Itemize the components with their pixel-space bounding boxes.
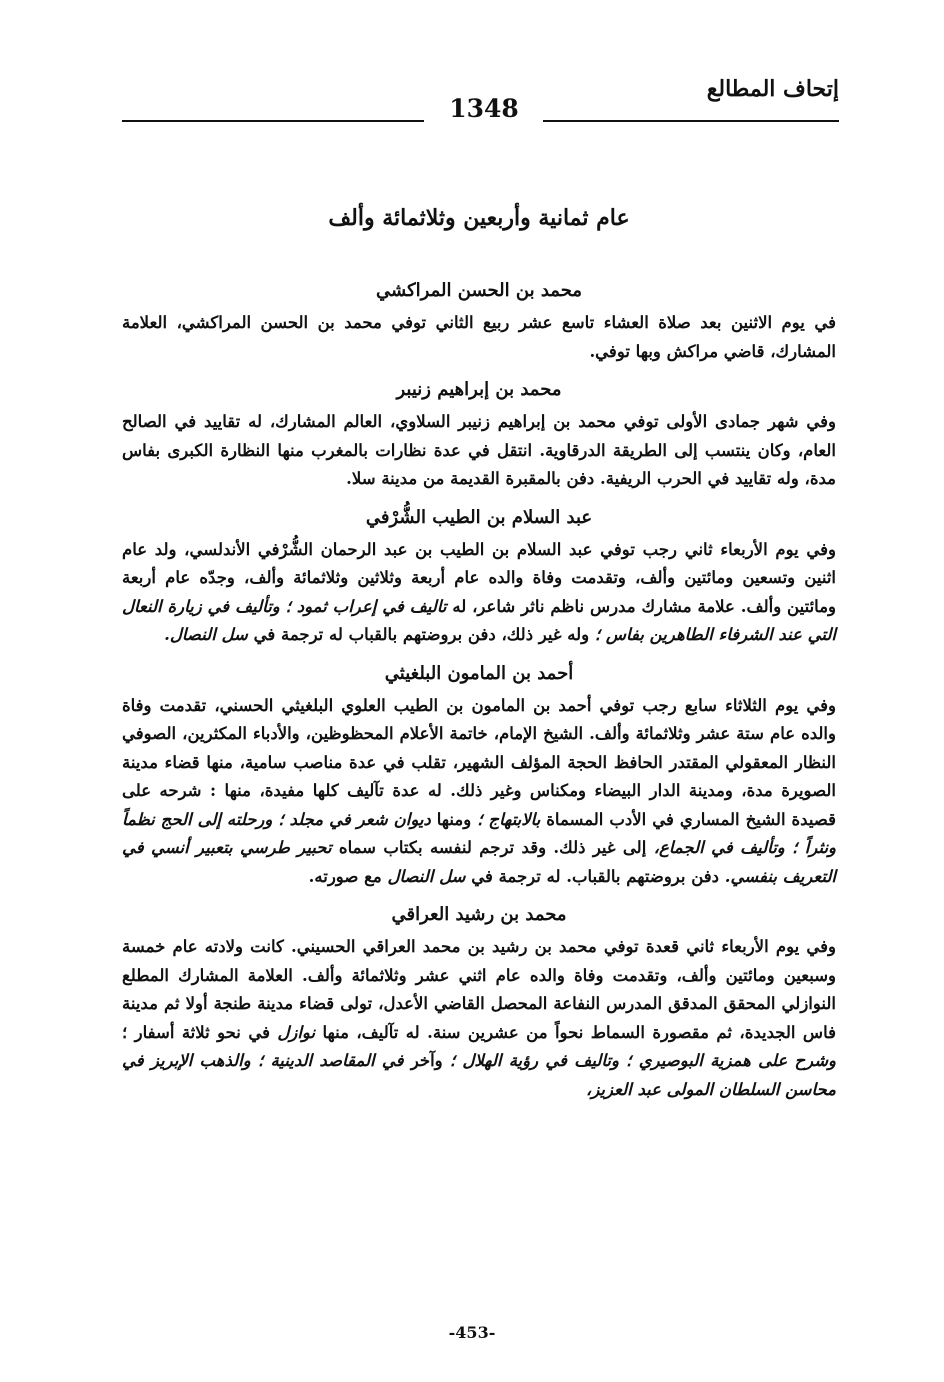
year-title: عام ثمانية وأربعين وثلاثمائة وألف [328,205,630,231]
entry-mohamed-zniber [122,376,836,494]
running-title: إتحاف المطالع [706,76,839,102]
header-rule-right [543,120,839,122]
page-content [122,205,836,1104]
book-title: تحبير طرسي بتعبير أنسي في التعريف بنفسي. [122,838,836,886]
entry-mohamed-iraqi [122,901,836,1104]
header-rule-left [122,120,424,122]
year-number: 1348 [449,94,519,123]
biography-text: وآخر [410,1051,443,1070]
person-name: محمد بن إبراهيم زنيبر [396,379,562,400]
biography [122,536,836,650]
book-titles: وشرح على همزية البوصيري ؛ وتاليف في رؤية الهلال ؛ [449,1051,836,1070]
entry-abdesselam-shurfi [122,504,836,650]
book-titles: في المقاصد الدينية ؛ والذهب الإبريز في محاسن السلطان المولى عبد العزيز، [122,1051,836,1099]
biography [122,933,836,1104]
entry-ahmed-belghithi [122,660,836,892]
person-name: عبد السلام بن الطيب الشُّرْفي [365,506,593,528]
page-header [122,70,839,130]
biography: في يوم الاثنين بعد صلاة العشاء تاسع عشر ربيع الثاني توفي محمد بن الحسن المراكشي، العلامة المشارك، قاضي مراكش وبها توفي. [122,313,836,361]
biography-text: وفي يوم الأربعاء ثاني قعدة توفي محمد بن رشيد بن محمد العراقي الحسيني. كانت ولادته عام خمسة وسبعين ومائتين وألف، وتقدمت وفاة والده عام اثني عشر وثلاثمائة وألف. العلامة المشارك المطلع النوازلي المحقق المدقق المدرس النفاعة المحصل القاضي الأعدل، تولى قضاء مدينة طنجة أولا ثم مدينة فاس الجديدة، ثم مقصورة السماط نحواً من عشرين سنة. له تآليف، منها [122,937,836,1042]
person-name: محمد بن الحسن المراكشي [376,280,582,301]
book-title: نوازل [277,1022,316,1042]
book-title: بالابتهاج ؛ [477,809,541,829]
book-title: سل النصال. [164,625,248,644]
biography-text: في نحو ثلاثة أسفار ؛ [122,1022,270,1042]
book-title: سل النصال [387,866,466,886]
biography-text: وفي يوم الأربعاء ثاني رجب توفي عبد السلام بن الطيب بن عبد الرحمان الشُّرْفي الأندلسي، ولد عام اثنين وتسعين ومائتين وألف، وتقدمت وفاة والده عام أربعة وثلاثين وثلاثمائة وألف، وجدّه عام أربعة ومائتين وألف. علامة مشارك مدرس ناظم ناثر شاعر، له [122,539,836,616]
biography-text: ومنها [436,809,472,829]
person-name: محمد بن رشيد العراقي [391,904,567,925]
book-titles: تاليف في إعراب ثمود ؛ وتأليف في زيارة النعال التي عند الشرفاء الطاهرين بفاس ؛ [122,596,836,644]
person-name: أحمد بن المامون البلغيثي [384,662,574,684]
biography-text: وفي يوم الثلاثاء سابع رجب توفي أحمد بن المامون بن الطيب العلوي البلغيثي الحسني، تقدمت وفاة والده عام ستة عشر وثلاثمائة وألف. الشيخ الإمام، خاتمة الأعلام المحظوظين، والأدباء المكثرين، الصوفي النظار المعقولي المقتدر الحافظ الحجة المؤلف الشهير، تقلب في عدة مناصب سامية، منها قضاء مدينة الصويرة مدة، ومدينة الدار البيضاء ومكناس وغير ذلك. له عدة تآليف كلها مفيدة، منها : شرحه على قصيدة الشيخ المساري في الأدب المسماة [122,695,836,829]
biography: وفي شهر جمادى الأولى توفي محمد بن إبراهيم زنيبر السلاوي، العالم المشارك، له تقاييد في الصالح العام، وكان ينتسب إلى الطريقة الدرقاوية. انتقل في عدة نظارات بالمغرب منها النظارة الكبرى بفاس مدة، وله تقاييد في الحرب الريفية. دفن بالمقبرة القديمة من مدينة سلا. [122,412,836,488]
biography-text: مع صورته. [308,866,382,886]
entry-mohamed-marrakchi [122,277,836,366]
biography-text: إلى غير ذلك. وقد ترجم لنفسه بكتاب سماه [338,838,647,857]
biography-text: وله غير ذلك، دفن بروضتهم بالقباب له ترجمة في [253,625,590,644]
biography-text: دفن بروضتهم بالقباب. له ترجمة في [471,866,720,886]
book-titles: ديوان شعر في مجلد ؛ ورحلته إلى الحج نظماً ونثراً ؛ وتأليف في الجماع، [122,809,837,857]
biography [122,692,836,892]
page-number: -453- [448,1323,496,1342]
